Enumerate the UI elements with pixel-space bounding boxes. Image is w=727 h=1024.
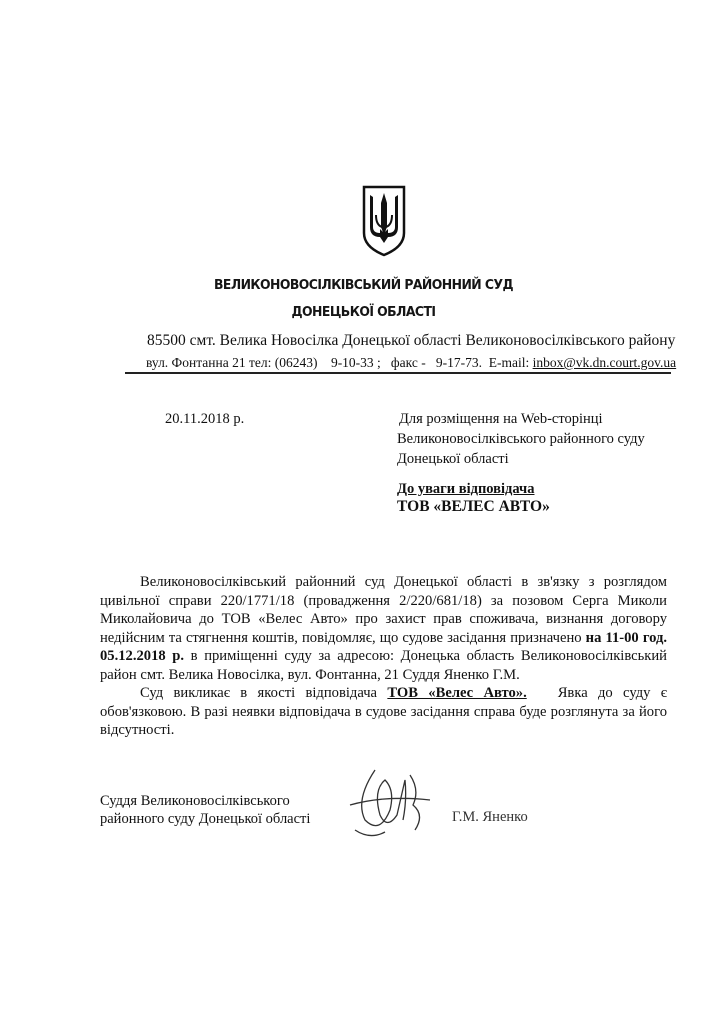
- handwritten-signature: [335, 760, 445, 845]
- coat-of-arms-trident-icon: [360, 183, 408, 257]
- body-line: Великоновосілківський районний суд Донецької області в зв'язку з розглядом: [140, 574, 667, 590]
- court-name-line2: ДОНЕЦЬКОЇ ОБЛАСТІ: [291, 304, 436, 320]
- signatory-title-line1: Суддя Великоновосілківського: [100, 793, 290, 809]
- body-line: [100, 684, 667, 703]
- body-line: Миколайовича до ТОВ «Велес Авто» про захист прав споживача, визнання договору: [100, 611, 667, 627]
- hearing-date: 05.12.2018 р.: [100, 648, 185, 664]
- summoned-defendant: ТОВ «Велес Авто».: [387, 685, 527, 701]
- notice-body: [100, 573, 667, 740]
- signatory-name: Г.М. Яненко: [452, 809, 528, 825]
- signatory-title-line2: районного суду Донецької області: [100, 811, 311, 827]
- body-text: Суд викликає в якості відповідача: [140, 685, 388, 701]
- defendant-company: ТОВ «ВЕЛЕС АВТО»: [397, 498, 550, 515]
- recipient-line1: Для розміщення на Web-сторінці: [399, 411, 603, 427]
- email-link[interactable]: inbox@vk.dn.court.gov.ua: [532, 355, 677, 370]
- body-line: відсутності.: [100, 722, 175, 738]
- court-contacts: [146, 355, 676, 371]
- header-divider: [125, 372, 671, 374]
- recipient-line3: Донецької області: [397, 451, 509, 467]
- body-text: в приміщенні суду за адресою: Донецька область Великоновосілківський: [184, 648, 667, 664]
- body-line: район смт. Велика Новосілка, вул. Фонтанна, 21 Суддя Яненко Г.М.: [100, 666, 520, 683]
- court-name-line1: ВЕЛИКОНОВОСІЛКІВСЬКИЙ РАЙОННИЙ СУД: [213, 277, 514, 293]
- recipient-line2: Великоновосілківського районного суду: [397, 431, 645, 447]
- hearing-time: на 11-00 год.: [585, 629, 667, 646]
- contact-details: вул. Фонтанна 21 тел: (06243) 9-10-33 ; факс - 9-17-73. E-mail:: [146, 355, 533, 370]
- body-line: [100, 629, 667, 648]
- body-line: [100, 647, 667, 666]
- attention-label: До уваги відповідача: [397, 481, 535, 497]
- body-text: Явка до суду є: [526, 685, 667, 701]
- body-line: цивільної справи 220/1771/18 (провадження 2/220/681/18) за позовом Серга Миколи: [100, 592, 667, 609]
- body-line: обов'язковою. В разі неявки відповідача в судове засідання справа буде розглянута за його: [100, 703, 667, 720]
- court-address: 85500 смт. Велика Новосілка Донецької області Великоновосілківського району: [147, 332, 676, 349]
- body-text: недійсним та стягнення коштів, повідомляє, що судове засідання призначено: [100, 629, 586, 646]
- document-date: 20.11.2018 р.: [165, 411, 245, 427]
